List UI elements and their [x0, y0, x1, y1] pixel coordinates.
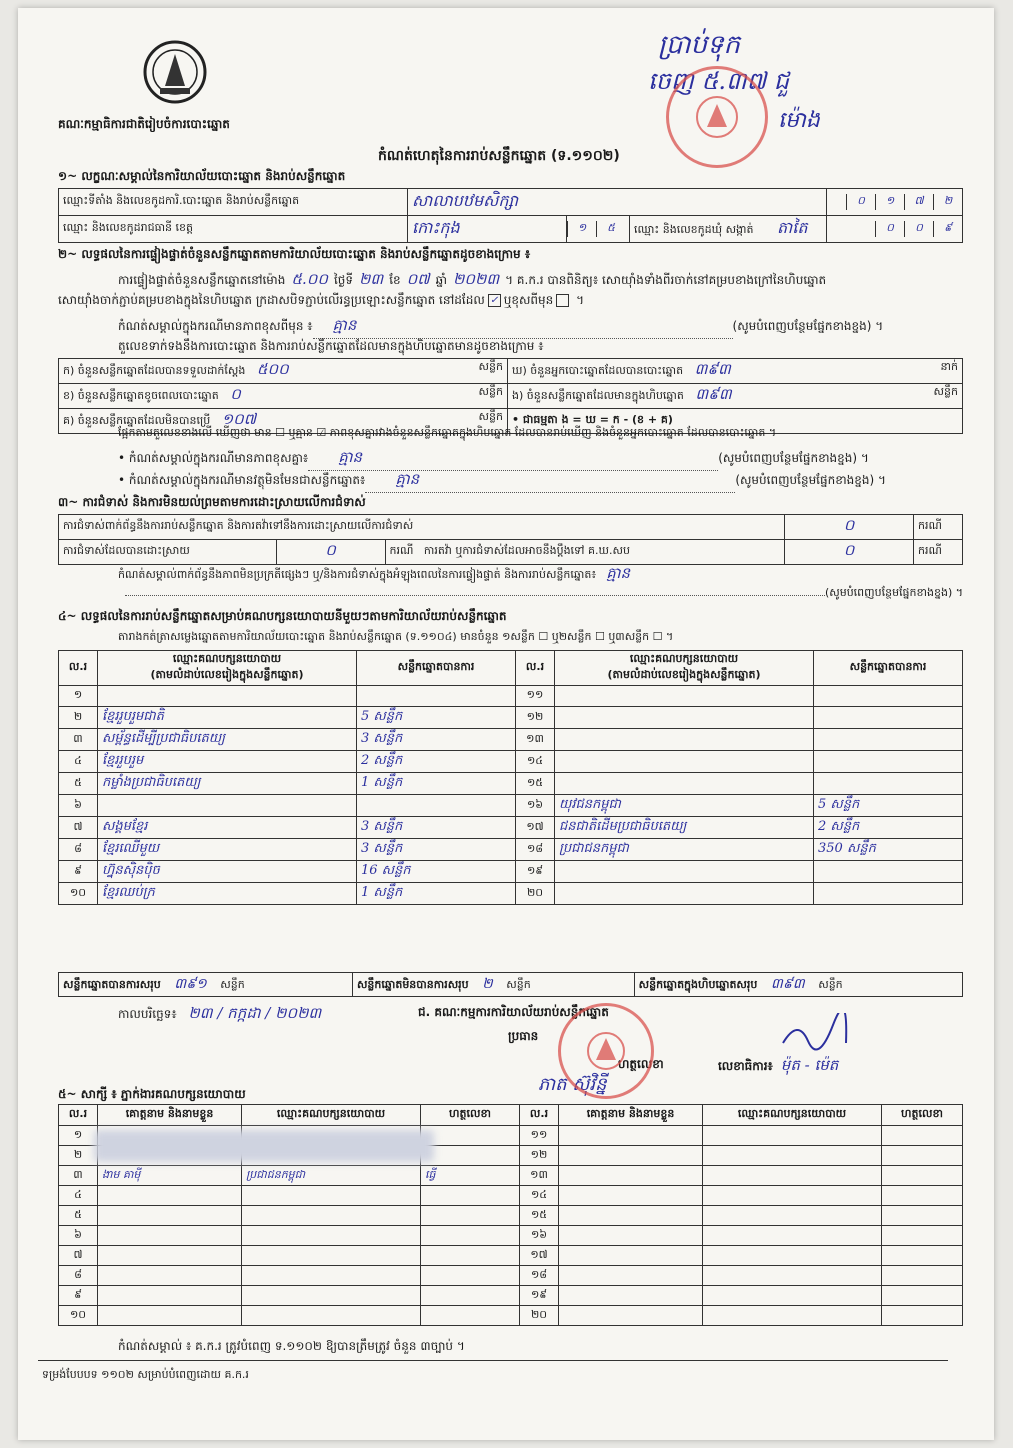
- row-number: ១០: [59, 1306, 98, 1326]
- difference-note: • កំណត់សម្គាល់ក្នុងករណីមានភាពខុសគ្នា៖ គ្មាន (សូមបំពេញបន្ថែមផ្នែកខាងខ្នង) ។: [118, 448, 869, 471]
- row-number: ៣: [59, 729, 98, 751]
- verification-day: ២៣: [359, 270, 384, 288]
- table-row: [59, 817, 963, 839]
- row-number: ១០: [59, 883, 98, 905]
- resolved-count: ០: [276, 540, 385, 565]
- party-votes: [357, 795, 516, 817]
- witness-name: [98, 1306, 242, 1326]
- committee-stamp: [558, 1003, 654, 1099]
- verification-year: ២០២៣: [453, 270, 500, 288]
- witness-party: [703, 1306, 882, 1326]
- row-number: ១៩: [516, 861, 555, 883]
- witness-name: [98, 1246, 242, 1266]
- intro-line: តួលេខទាក់ទងនឹងការបោះឆ្នោត និងការរាប់សន្លឹកឆ្នោតដែលមានក្នុងហិបឆ្នោតមានដូចខាងក្រោម ៖: [118, 339, 544, 353]
- row-number: ២: [59, 1146, 98, 1166]
- witness-party: [242, 1186, 421, 1206]
- witness-party: [703, 1226, 882, 1246]
- witness-signature: [421, 1286, 520, 1306]
- row-number: ១៩: [520, 1286, 559, 1306]
- party-votes: 3 សន្លឹក: [357, 729, 516, 751]
- handwritten-note: ចេញ ៥.៣៧ ជួ: [648, 67, 790, 95]
- row-number: ៩: [59, 1286, 98, 1306]
- row-number: ៧: [59, 817, 98, 839]
- party-votes: [814, 751, 963, 773]
- witness-party: [703, 1206, 882, 1226]
- party-votes: 1 សន្លឹក: [357, 883, 516, 905]
- party-votes: 2 សន្លឹក: [814, 817, 963, 839]
- count-row: ខ) ចំនួនសន្លឹកឆ្នោតខូចពេលបោះឆ្នោត ០ សន្លឹក ង) ចំនួនសន្លឹកឆ្នោតដែលមានក្នុងហិបឆ្នោត ៣៩៣ សន្លឹក: [59, 384, 963, 409]
- witness-name: [559, 1286, 703, 1306]
- irregularity-note: កំណត់សម្គាល់ពាក់ព័ន្ធនឹងភាពមិនប្រក្រតីផ្សេងៗ ឬ/និងការជំទាស់ក្នុងអំឡុងពេលនៃការផ្ទៀងផ្ទាត់ និងការរាប់សន្លឹកឆ្នោត៖ គ្មាន: [118, 564, 631, 582]
- witness-name: [559, 1226, 703, 1246]
- witness-party: [242, 1206, 421, 1226]
- station-code: ០ ១ ៧ ២: [827, 189, 963, 216]
- results-table: ល.រ ឈ្មោះគណបក្សនយោបាយ (តាមលំដាប់លេខរៀងក្នុងសន្លឹកឆ្នោត) សន្លឹកឆ្នោតបានការ ល.រ ឈ្មោះគណបក្សនយោបាយ (តាមលំដាប់លេខរៀងក្នុងសន្លឹកឆ្នោត) សន្លឹកឆ្នោតបានការ ១ ១១ ២ ខ្មែររួបរួមជាតិ 5 សន្លឹក ១២ ៣ សម្ព័ន្ធដើម្បីប្រជាធិបតេយ្យ 3 សន្លឹក ១៣ ៤ ខ្មែររួបរួម 2 សន្លឹក ១៤ ៥ កម្លាំងប្រជាធិបតេយ្យ 1 សន្លឹក ១៥ ៦ ១៦ យុវជនកម្ពុជា 5 សន្លឹក ៧ សង្គមខ្មែរ 3 សន្លឹក ១៧ ជនជាតិដើមប្រជាធិបតេយ្យ 2 សន្លឹក ៨ ខ្មែរឈើមួយ 3 សន្លឹក ១៨ ប្រជាជនកម្ពុជា 350 សន្លឹក ៩ ហ្វ៊ុនស៊ិនប៉ិច 16 សន្លឹក ១៩ ១០ ខ្មែរឈប់ក្រ 1 សន្លឹក ២០: [58, 650, 963, 905]
- row-number: ៣: [59, 1166, 98, 1186]
- witness-party: [703, 1266, 882, 1286]
- row-number: ២០: [520, 1306, 559, 1326]
- chair-name: ភាត ស៊ុវិន្នី: [538, 1074, 607, 1095]
- row-number: ១១: [516, 686, 555, 707]
- party-name: [555, 686, 814, 707]
- witness-signature: [882, 1166, 963, 1186]
- row-number: ៨: [59, 839, 98, 861]
- formula: • ជាធម្មតា ង = ឃ = ក - (ខ + គ): [508, 409, 963, 434]
- ballots-in-box: ៣៩៣: [695, 385, 732, 403]
- table-row: [59, 861, 963, 883]
- party-name: យុវជនកម្ពុជា: [555, 795, 814, 817]
- party-votes: [814, 773, 963, 795]
- party-name: សម្ព័ន្ធដើម្បីប្រជាធិបតេយ្យ: [98, 729, 357, 751]
- row-number: ៦: [59, 795, 98, 817]
- party-votes: [814, 729, 963, 751]
- section-5-heading: ៥~ សាក្សី ៖ ភ្នាក់ងារគណបក្សនយោបាយ: [58, 1087, 246, 1101]
- received-ballots: ៥០០: [256, 360, 289, 378]
- party-name: [555, 751, 814, 773]
- secretary-name: ម៉ុត - ម៉េត: [780, 1056, 839, 1074]
- witness-signature: [882, 1186, 963, 1206]
- witness-signature: [421, 1246, 520, 1266]
- date-value: ២៣ / កក្កដា / ២០២៣: [188, 1004, 322, 1022]
- footer-divider: [38, 1360, 948, 1361]
- label: ឈ្មោះទីតាំង និងលេខកូដការិ.បោះឆ្នោត និងរាប់សន្លឹកឆ្នោត: [59, 189, 408, 216]
- witness-name: [98, 1266, 242, 1286]
- table-row: [59, 1166, 963, 1186]
- province-code: ១ ៥: [567, 216, 630, 243]
- row-number: ១១: [520, 1126, 559, 1146]
- row-number: ១៨: [516, 839, 555, 861]
- witness-name: [559, 1126, 703, 1146]
- party-votes: [814, 861, 963, 883]
- witness-name: [559, 1246, 703, 1266]
- row-number: ៥: [59, 773, 98, 795]
- row-number: ៤: [59, 751, 98, 773]
- table-row: [59, 1306, 963, 1326]
- witness-signature: [882, 1286, 963, 1306]
- row-number: ១៣: [516, 729, 555, 751]
- party-name: ខ្មែររួបរួម: [98, 751, 357, 773]
- count-row: ក) ចំនួនសន្លឹកឆ្នោតដែលបានទទួលដាក់ស្តែង ៥០០ សន្លឹក ឃ) ចំនួនអ្នកបោះឆ្នោតដែលបានបោះឆ្នោត ៣៩៣ នាក់: [59, 359, 963, 384]
- changed-checkbox[interactable]: [556, 294, 569, 307]
- chair-label: ប្រធាន: [508, 1029, 539, 1043]
- table-row: [59, 839, 963, 861]
- verification-time: ៥.០០: [291, 270, 328, 288]
- table-row: [59, 729, 963, 751]
- witness-signature: [882, 1266, 963, 1286]
- witness-signature: [882, 1246, 963, 1266]
- org-name: គណៈកម្មាធិការជាតិរៀបចំការបោះឆ្នោត: [58, 117, 230, 131]
- table-row: [59, 883, 963, 905]
- witness-signature: [421, 1306, 520, 1326]
- party-name: [555, 707, 814, 729]
- witness-party: [703, 1126, 882, 1146]
- foreign-object-note: • កំណត់សម្គាល់ក្នុងករណីមានវត្ថុមិនមែនជាសន្លឹកឆ្នោត៖ គ្មាន (សូមបំពេញបន្ថែមផ្នែកខាងខ្នង) ។: [118, 470, 886, 493]
- witness-name: [98, 1186, 242, 1206]
- party-votes: [814, 686, 963, 707]
- row-number: ៦: [59, 1226, 98, 1246]
- witness-name: [559, 1146, 703, 1166]
- row-number: ៥: [59, 1206, 98, 1226]
- section-3-heading: ៣~ ការជំទាស់ និងការមិនយល់ព្រមតាមការដោះស្រាយលើការជំទាស់: [58, 495, 366, 509]
- seal-icon: [692, 92, 742, 142]
- province-name: កោះកុង: [408, 216, 567, 243]
- verification-month: ០៧: [406, 270, 430, 288]
- table-row: [59, 1226, 963, 1246]
- witness-signature: [882, 1226, 963, 1246]
- seal-check-line: សោយ៉ាំងចាក់ភ្ជាប់គម្របខាងក្នុងនៃហិបឆ្នោត ក្រដាសបិទភ្ជាប់លើរន្ធប្រឡោះសន្លឹកឆ្នោត នៅដដែល ✓ ឬខុសពីមុន ។: [58, 293, 584, 307]
- witness-name: [559, 1166, 703, 1186]
- total-valid: ៣៩១: [174, 976, 207, 992]
- row-number: ១២: [520, 1146, 559, 1166]
- unused-ballots: ១០៧: [221, 410, 257, 428]
- row-number: ១: [59, 686, 98, 707]
- section-2-heading: ២~ លទ្ធផលនៃការផ្ទៀងផ្ទាត់ចំនួនសន្លឹកឆ្នោតតាមការិយាល័យបោះឆ្នោត និងរាប់សន្លឹកឆ្នោតដូចខាងក្រោម ៖: [58, 247, 531, 261]
- party-votes: 16 សន្លឹក: [357, 861, 516, 883]
- footer-text: ទម្រង់បែបបទ ១១០២ សម្រាប់បំពេញដោយ គ.ក.រ: [42, 1368, 249, 1381]
- table-row: [59, 1266, 963, 1286]
- party-name: [98, 795, 357, 817]
- row-number: ១៦: [520, 1226, 559, 1246]
- note-line: កំណត់សម្គាល់ក្នុងករណីមានភាពខុសពីមុន ៖ គ្មាន (សូមបំពេញបន្ថែមផ្នែកខាងខ្នង) ។: [118, 316, 883, 339]
- count-row: គ) ចំនួនសន្លឹកឆ្នោតដែលមិនបានប្រើ ១០៧ សន្លឹក • ជាធម្មតា ង = ឃ = ក - (ខ + គ): [59, 409, 963, 434]
- party-name: ហ្វ៊ុនស៊ិនប៉ិច: [98, 861, 357, 883]
- witness-party: [242, 1246, 421, 1266]
- party-name: ខ្មែររួបរួមជាតិ: [98, 707, 357, 729]
- witness-signature: [421, 1126, 520, 1146]
- section-1-table: [58, 188, 963, 243]
- party-name: ខ្មែរឈប់ក្រ: [98, 883, 357, 905]
- party-votes: 2 សន្លឹក: [357, 751, 516, 773]
- witness-signature: [421, 1266, 520, 1286]
- witness-signature: [421, 1186, 520, 1206]
- witness-name: [559, 1266, 703, 1286]
- party-votes: 5 សន្លឹក: [357, 707, 516, 729]
- witness-party: [703, 1246, 882, 1266]
- page-title: កំណត់ហេតុនៃការរាប់សន្លឹកឆ្នោត (ទ.១១០២): [378, 148, 620, 164]
- table-row: [59, 1206, 963, 1226]
- note-value: គ្មាន: [313, 316, 733, 339]
- row-number: ១៦: [516, 795, 555, 817]
- party-name: ខ្មែរឈើមួយ: [98, 839, 357, 861]
- row-number: ២០: [516, 883, 555, 905]
- witness-name: [98, 1206, 242, 1226]
- party-name: កម្លាំងប្រជាធិបតេយ្យ: [98, 773, 357, 795]
- party-votes: 3 សន្លឹក: [357, 817, 516, 839]
- witness-table: ល.រ គោត្តនាម និងនាមខ្លួន ឈ្មោះគណបក្សនយោបាយ ហត្ថលេខា ល.រ គោត្តនាម និងនាមខ្លួន ឈ្មោះគណបក្សនយោបាយ ហត្ថលេខា ១ ១១ ២ ១២ ៣ ងាម គាម៉ី ប្រជាជនកម្ពុជា ធ្វើ ១៣ ៤ ១៤ ៥ ១៥ ៦ ១៦ ៧ ១៧ ៨ ១៨ ៩ ១៩ ១០ ២០: [58, 1104, 963, 1326]
- party-name: [555, 773, 814, 795]
- row-number: ៨: [59, 1266, 98, 1286]
- table-row: [59, 1246, 963, 1266]
- table-row: [59, 1286, 963, 1306]
- party-votes: 350 សន្លឹក: [814, 839, 963, 861]
- row-number: ៧: [59, 1246, 98, 1266]
- table-row: [59, 1186, 963, 1206]
- table-row: [59, 751, 963, 773]
- row-number: ៤: [59, 1186, 98, 1206]
- row-number: ១៧: [516, 817, 555, 839]
- witness-signature: [421, 1206, 520, 1226]
- chair-sign-label: ហត្ថលេខា: [618, 1057, 664, 1071]
- seal-icon: [583, 1028, 629, 1074]
- section-4-heading: ៤~ លទ្ធផលនៃការរាប់សន្លឹកឆ្នោតសម្រាប់គណបក្សនយោបាយនីមួយៗតាមការិយាល័យរាប់សន្លឹកឆ្នោត: [58, 609, 507, 623]
- voters-count: ៣៩៣: [694, 360, 731, 378]
- party-name: ប្រជាជនកម្ពុជា: [555, 839, 814, 861]
- secretary-line: លេខាធិការ៖ ម៉ុត - ម៉េត: [718, 1056, 839, 1074]
- party-name: [98, 686, 357, 707]
- witness-signature: [421, 1226, 520, 1246]
- verification-line: ការផ្ទៀងផ្ទាត់ចំនួនសន្លឹកឆ្នោតនៅម៉ោង ៥.០០ ថ្ងៃទី ២៣ ខែ ០៧ ឆ្នាំ ២០២៣ ។ គ.ក.រ បានពិនិត្យ៖ សោយ៉ាំងទាំងពីរចាក់នៅគម្របខាងក្រៅនៃហិបឆ្នោត: [118, 270, 827, 288]
- witness-party: [703, 1286, 882, 1306]
- witness-name: [559, 1186, 703, 1206]
- party-name: សង្គមខ្មែរ: [98, 817, 357, 839]
- witness-name: ងាម គាម៉ី: [98, 1166, 242, 1186]
- witness-signature: [421, 1146, 520, 1166]
- date-line: កាលបរិច្ឆេទ៖ ២៣ / កក្កដា / ២០២៣: [118, 1004, 322, 1022]
- witness-name: [98, 1286, 242, 1306]
- commune-name: តាតៃ: [777, 218, 808, 237]
- witness-party: [703, 1166, 882, 1186]
- witness-signature: ធ្វើ: [421, 1166, 520, 1186]
- label: ឈ្មោះ និងលេខកូដរាជធានី ខេត្ត: [59, 216, 408, 243]
- count-table: [58, 358, 963, 434]
- handwritten-note: ប្រាប់ទុក: [658, 30, 741, 60]
- witness-party: [703, 1186, 882, 1206]
- witness-signature: [882, 1146, 963, 1166]
- section-1-heading: ១~ លក្ខណៈសម្គាល់នៃការិយាល័យបោះឆ្នោត និងរាប់សន្លឹកឆ្នោត: [58, 169, 346, 183]
- appeals-count: ០: [785, 540, 914, 565]
- row-number: ១: [59, 1126, 98, 1146]
- party-votes: [814, 883, 963, 905]
- commune-label: ឈ្មោះ និងលេខកូដឃុំ សង្កាត់ តាតៃ: [630, 216, 827, 243]
- row-number: ១៤: [520, 1186, 559, 1206]
- table-row: [59, 707, 963, 729]
- total-invalid: ២: [482, 976, 493, 992]
- row-number: ១៣: [520, 1166, 559, 1186]
- nec-logo-icon: [140, 36, 210, 114]
- row-number: ១៨: [520, 1266, 559, 1286]
- row-number: ១៥: [516, 773, 555, 795]
- tally-sheet-line: តារាងកត់ត្រាសម្លេងឆ្នោតតាមការិយាល័យបោះឆ្នោត និងរាប់សន្លឹកឆ្នោត (ទ.១១០៤) មានចំនួន ១សន្លឹក ☐ ឬ២សន្លឹក ☐ ឬ៣សន្លឹក ☐ ។: [118, 630, 674, 643]
- party-votes: 1 សន្លឹក: [357, 773, 516, 795]
- commune-code: ០ ០ ៩: [827, 216, 963, 243]
- spoiled-ballots: ០: [230, 385, 241, 403]
- witness-name: [559, 1206, 703, 1226]
- complaints-table: ការជំទាស់ពាក់ព័ន្ធនឹងការរាប់សន្លឹកឆ្នោត និងការតវ៉ាទៅនឹងការដោះស្រាយលើការជំទាស់ ០ ករណី ការជំទាស់ដែលបានដោះស្រាយ ០ ករណី ការតវ៉ា ឬការជំទាស់ដែលអាចនឹងប្តឹងទៅ គ.ឃ.សប ០ ករណី: [58, 514, 963, 565]
- party-name: [555, 729, 814, 751]
- official-stamp: [666, 66, 768, 168]
- compare-line: ផ្អែកតាមតួលេខខាងលើ ឃើញថា មាន ☐ ឬគ្មាន ☑ ភាពខុសគ្នារវាងចំនួនសន្លឹកឆ្នោតក្នុងហិបឆ្នោត ដែលបានរាប់ឃើញ និងចំនួនអ្នកបោះឆ្នោត ដែលបានបោះឆ្នោត ។: [118, 426, 777, 439]
- witness-party: [242, 1286, 421, 1306]
- redacted-area: [94, 1130, 434, 1162]
- witness-party: [242, 1266, 421, 1286]
- polling-station-name: សាលាបឋមសិក្សា: [408, 189, 827, 216]
- row-number: ១៤: [516, 751, 555, 773]
- witness-party: [242, 1306, 421, 1326]
- row-number: ១៧: [520, 1246, 559, 1266]
- row-number: ២: [59, 707, 98, 729]
- footnote: កំណត់សម្គាល់ ៖ គ.ក.រ ត្រូវបំពេញ ទ.១១០២ ឱ្យបានត្រឹមត្រូវ ចំនួន ៣ច្បាប់ ។: [118, 1339, 465, 1353]
- witness-name: [559, 1306, 703, 1326]
- witness-party: [703, 1146, 882, 1166]
- party-votes: [357, 686, 516, 707]
- note-tail: (សូមបំពេញបន្ថែមផ្នែកខាងខ្នង) ។: [58, 586, 963, 602]
- witness-signature: [882, 1306, 963, 1326]
- witness-signature: [882, 1126, 963, 1146]
- handwritten-note: ម៉ោង: [778, 108, 820, 133]
- committee-label: ជ. គណៈកម្មការការិយាល័យរាប់សន្លឹកឆ្នោត: [418, 1005, 609, 1019]
- document-page: [18, 8, 994, 1440]
- totals-table: សន្លឹកឆ្នោតបានការសរុប ៣៩១ សន្លឹក សន្លឹកឆ្នោតមិនបានការសរុប ២ សន្លឹក សន្លឹកឆ្នោតក្នុងហិបឆ្នោតសរុប ៣៩៣ សន្លឹក: [58, 972, 963, 997]
- witness-name: [98, 1226, 242, 1246]
- table-row: [59, 773, 963, 795]
- table-row: [59, 795, 963, 817]
- row-number: ៩: [59, 861, 98, 883]
- witness-signature: [882, 1206, 963, 1226]
- row-number: ១៥: [520, 1206, 559, 1226]
- row-number: ១២: [516, 707, 555, 729]
- party-votes: 5 សន្លឹក: [814, 795, 963, 817]
- party-name: [555, 861, 814, 883]
- table-row: [59, 686, 963, 707]
- complaints-count: ០: [785, 515, 914, 540]
- witness-party: ប្រជាជនកម្ពុជា: [242, 1166, 421, 1186]
- same-checkbox[interactable]: ✓: [488, 294, 501, 307]
- witness-party: [242, 1226, 421, 1246]
- total-in-box: ៣៩៣: [770, 976, 805, 992]
- signature-icon: [778, 1013, 848, 1053]
- party-name: [555, 883, 814, 905]
- party-votes: [814, 707, 963, 729]
- party-name: ជនជាតិដើមប្រជាធិបតេយ្យ: [555, 817, 814, 839]
- party-votes: 3 សន្លឹក: [357, 839, 516, 861]
